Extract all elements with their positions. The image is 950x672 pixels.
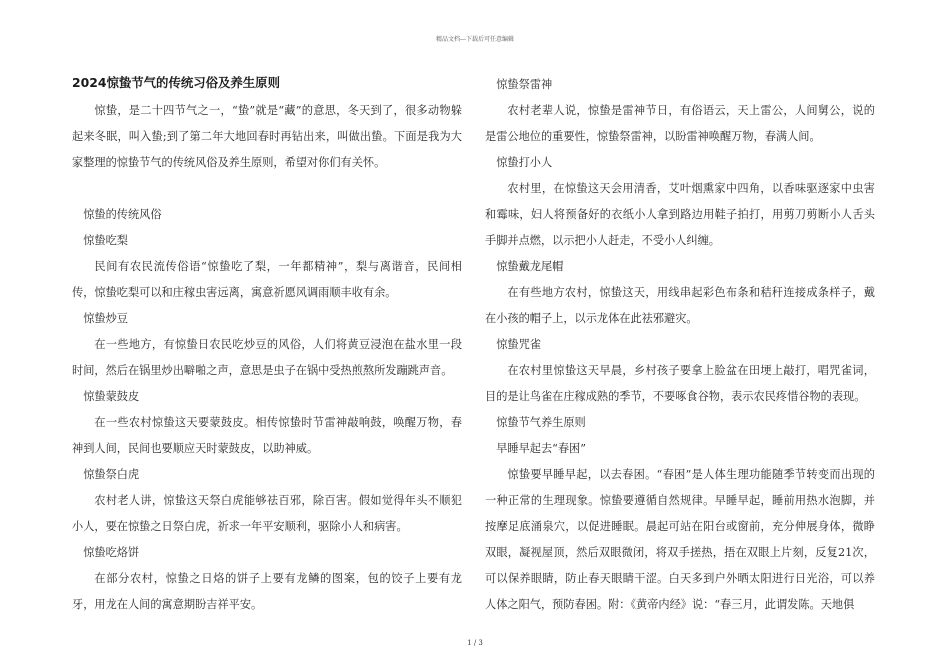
paragraph: 在有些地方农村，惊蛰这天，用线串起彩色布条和秸秆连接成条样子，戴在小孩的帽子上，以示龙体在此祛邪避灾。 <box>485 286 875 325</box>
section-heading: 早睡早起去“春困” <box>496 442 586 455</box>
section-heading: 惊蛰戴龙尾帽 <box>496 260 564 273</box>
left-body <box>72 98 462 618</box>
paragraph: 农村里，在惊蛰这天会用清香，艾叶烟熏家中四角，以香味驱逐家中虫害和霉味，妇人将预备好的衣纸小人拿到路边用鞋子拍打，用剪刀剪断小人舌头手脚并点燃，以示把小人赶走，不受小人纠缠。 <box>485 182 875 247</box>
section-heading: 惊蛰节气养生原则 <box>496 416 586 429</box>
section-heading: 惊蛰炒豆 <box>83 312 128 325</box>
paragraph: 农村老人讲，惊蛰这天祭白虎能够祛百邪，除百害。假如觉得年头不顺犯小人，要在惊蛰之日祭白虎，祈求一年平安顺利，驱除小人和病害。 <box>72 494 462 533</box>
paragraph: 在一些农村惊蛰这天要蒙鼓皮。相传惊蛰时节雷神敲响鼓，唤醒万物，春神到人间，民间也要顺应天时蒙鼓皮，以助神威。 <box>72 416 462 455</box>
paragraph: 惊蛰，是二十四节气之一，“蛰”就是“藏”的意思，冬天到了，很多动物躲起来冬眠，叫入蛰;到了第二年大地回春时再钻出来，叫做出蛰。下面是我为大家整理的惊蛰节气的传统风俗及养生原则，希望对你们有关怀。 <box>72 104 462 169</box>
paragraph: 民间有农民流传俗语“惊蛰吃了梨，一年都精神”，梨与离谐音，民间相传，惊蛰吃梨可以和庄稼虫害远离，寓意祈愿风调雨顺丰收有余。 <box>72 260 462 299</box>
section-heading: 惊蛰咒雀 <box>496 338 541 351</box>
paragraph: 惊蛰要早睡早起，以去春困。“春困”是人体生理功能随季节转变而出现的一种正常的生理现象。惊蛰要遵循自然规律。早睡早起，睡前用热水泡脚，并按摩足底涌泉穴，以促进睡眠。晨起可站在阳台或窗前，充分伸展身体，微睁双眼，凝视屋顶，然后双眼微闭，将双手搓热，捂在双眼上片刻，反复21次，可以保养眼睛，防止春天眼睛干涩。白天多到户外晒太阳进行日光浴，可以养人体之阳气，预防春困。附：《黄帝内经》说：“春三月，此谓发陈。天地俱 <box>485 468 875 611</box>
paragraph: 在一些地方，有惊蛰日农民吃炒豆的风俗，人们将黄豆浸泡在盐水里一段时间，然后在锅里炒出噼啪之声，意思是虫子在锅中受热煎熬所发蹦跳声音。 <box>72 338 462 377</box>
section-heading: 惊蛰的传统风俗 <box>83 208 162 221</box>
section-heading: 惊蛰祭白虎 <box>83 468 140 481</box>
document-title: 2024惊蛰节气的传统习俗及养生原则 <box>72 75 280 90</box>
page-number: 1 / 3 <box>467 639 483 647</box>
section-heading: 惊蛰吃梨 <box>83 234 128 247</box>
section-heading: 惊蛰蒙鼓皮 <box>83 390 140 403</box>
section-heading: 惊蛰打小人 <box>496 156 553 169</box>
section-heading: 惊蛰祭雷神 <box>496 78 553 91</box>
paragraph: 在部分农村，惊蛰之日烙的饼子上要有龙鳞的图案，包的饺子上要有龙牙，用龙在人间的寓意期盼吉祥平安。 <box>72 572 462 611</box>
page-header: 精品文档---下载后可任意编辑 <box>435 36 515 43</box>
right-column <box>485 72 875 618</box>
paragraph: 农村老辈人说，惊蛰是雷神节日，有俗语云，天上雷公，人间舅公，说的是雷公地位的重要性，惊蛰祭雷神，以盼雷神唤醒万物，春满人间。 <box>485 104 875 143</box>
left-column <box>72 72 462 618</box>
right-body <box>485 72 875 618</box>
paragraph: 在农村里惊蛰这天早晨，乡村孩子要拿上脸盆在田埂上敲打，唱咒雀词，目的是让鸟雀在庄稼成熟的季节，不要啄食谷物，表示农民疼惜谷物的表现。 <box>485 364 875 403</box>
spacer <box>72 176 462 202</box>
section-heading: 惊蛰吃烙饼 <box>83 546 140 559</box>
